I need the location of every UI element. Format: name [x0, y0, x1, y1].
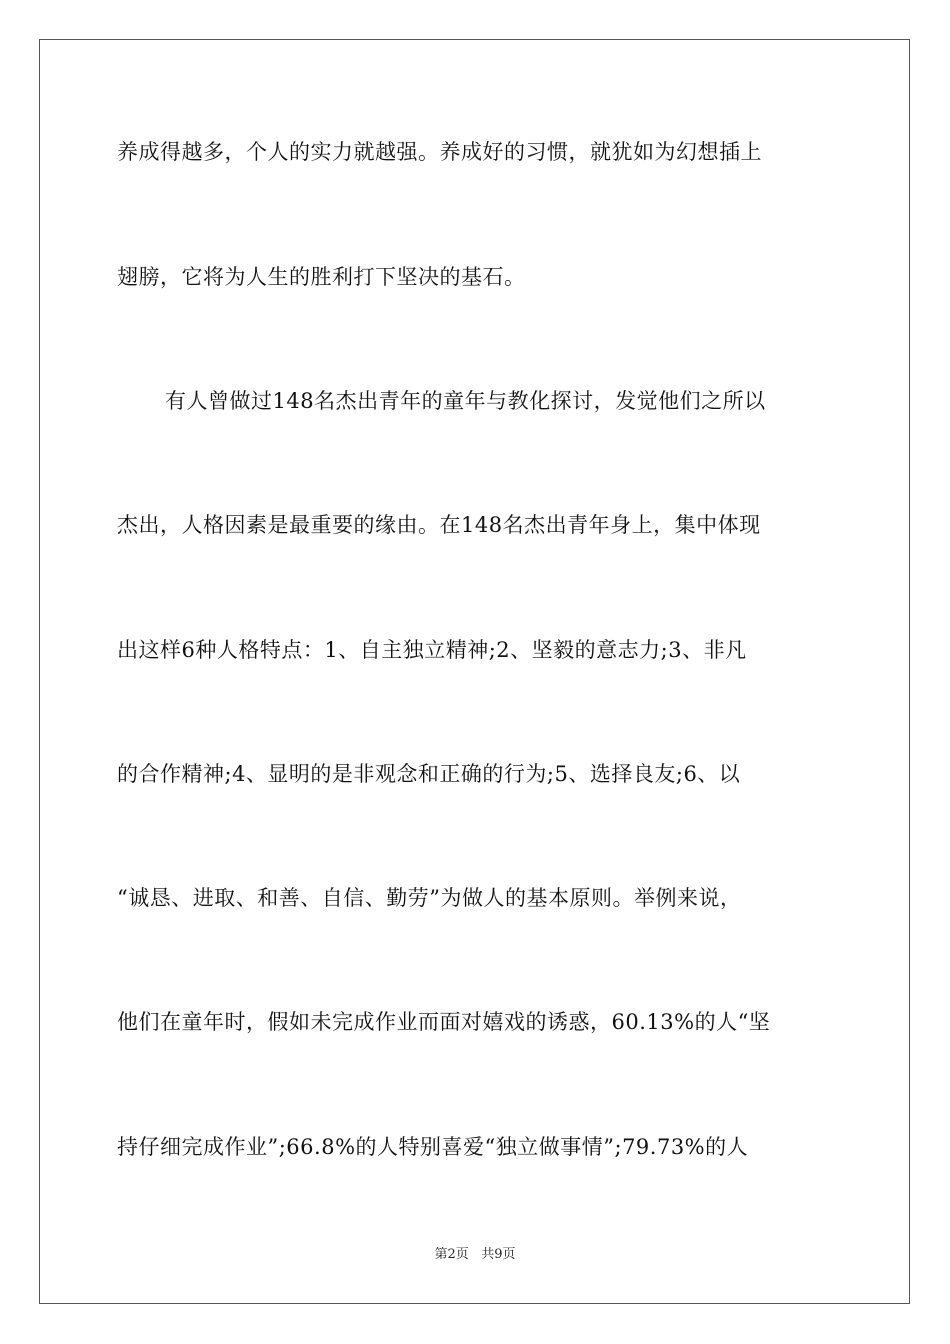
text-line-5: 出这样6种人格特点：1、自主独立精神;2、坚毅的意志力;3、非凡 — [117, 638, 747, 662]
text-line-7: “诚恳、进取、和善、自信、勤劳”为做人的基本原则。举例来说， — [117, 886, 742, 910]
text-line-3: 有人曾做过148名杰出青年的童年与教化探讨，发觉他们之所以 — [165, 389, 766, 413]
page-number: 第2页 — [434, 1247, 469, 1262]
text-line-2: 翅膀，它将为人生的胜利打下坚决的基石。 — [117, 265, 526, 289]
total-pages: 共9页 — [481, 1247, 516, 1262]
page-border — [39, 39, 910, 1304]
text-line-1: 养成得越多，个人的实力就越强。养成好的习惯，就犹如为幻想插上 — [117, 140, 762, 164]
text-line-9: 持仔细完成作业”;66.8%的人特别喜爱“独立做事情”;79.73%的人 — [117, 1135, 749, 1159]
text-line-6: 的合作精神;4、显明的是非观念和正确的行为;5、选择良友;6、以 — [117, 762, 741, 786]
text-line-8: 他们在童年时，假如未完成作业而面对嬉戏的诱惑，60.13%的人“坚 — [117, 1010, 771, 1034]
text-line-4: 杰出，人格因素是最重要的缘由。在148名杰出青年身上，集中体现 — [117, 513, 761, 537]
page-footer — [0, 1246, 950, 1264]
